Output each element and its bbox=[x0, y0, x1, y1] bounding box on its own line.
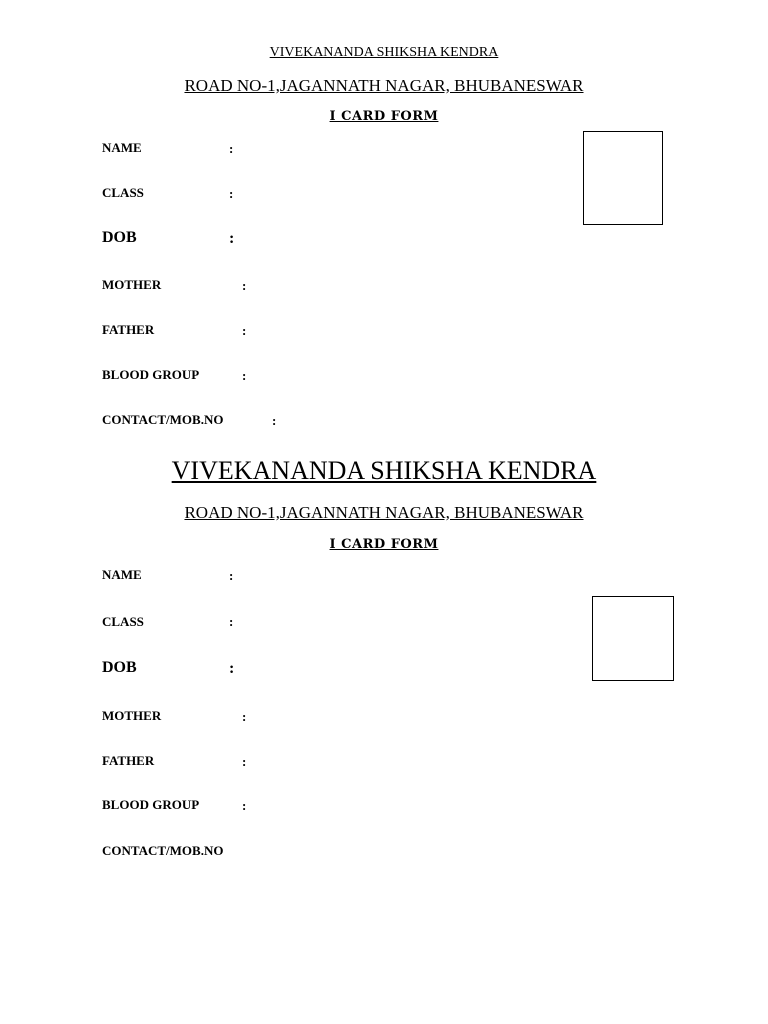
form2-blood-group-label: BLOOD GROUP bbox=[102, 797, 200, 812]
form1-class-colon: : bbox=[229, 186, 234, 201]
form2-class-colon: : bbox=[229, 614, 234, 629]
form2-mother-colon: : bbox=[242, 709, 247, 724]
form1-address: ROAD NO-1,JAGANNATH NAGAR, BHUBANESWAR bbox=[184, 76, 584, 95]
form1-blood-group-label: BLOOD GROUP bbox=[102, 367, 200, 382]
form2-blood-group-colon: : bbox=[242, 798, 247, 813]
form1-name-label: NAME bbox=[102, 140, 142, 155]
form2-dob-colon: : bbox=[229, 660, 235, 677]
form1-mother-colon: : bbox=[242, 278, 247, 293]
form2-mother-label: MOTHER bbox=[102, 708, 162, 723]
form1-school-name: VIVEKANANDA SHIKSHA KENDRA bbox=[269, 45, 499, 60]
form1-contact-label: CONTACT/MOB.NO bbox=[102, 412, 224, 427]
form2-photo-box bbox=[592, 596, 674, 681]
form1-photo-box bbox=[583, 131, 663, 225]
form1-contact-colon: : bbox=[272, 413, 277, 428]
form2-title: I CARD FORM bbox=[329, 537, 439, 552]
form1-father-colon: : bbox=[242, 323, 247, 338]
form1-title: I CARD FORM bbox=[329, 109, 439, 124]
form2-contact-label: CONTACT/MOB.NO bbox=[102, 843, 224, 858]
form2-class-label: CLASS bbox=[102, 614, 144, 629]
form1-father-label: FATHER bbox=[102, 322, 155, 337]
form1-name-colon: : bbox=[229, 141, 234, 156]
form1-dob-colon: : bbox=[229, 230, 235, 247]
form1-blood-group-colon: : bbox=[242, 368, 247, 383]
form2-address: ROAD NO-1,JAGANNATH NAGAR, BHUBANESWAR bbox=[184, 503, 584, 522]
form2-father-colon: : bbox=[242, 754, 247, 769]
form1-dob-label: DOB bbox=[102, 229, 137, 246]
form1-mother-label: MOTHER bbox=[102, 277, 162, 292]
form2-name-colon: : bbox=[229, 568, 234, 583]
form2-name-label: NAME bbox=[102, 567, 142, 582]
form2-dob-label: DOB bbox=[102, 659, 137, 676]
form2-father-label: FATHER bbox=[102, 753, 155, 768]
form2-school-name: VIVEKANANDA SHIKSHA KENDRA bbox=[171, 456, 597, 485]
form1-class-label: CLASS bbox=[102, 185, 144, 200]
